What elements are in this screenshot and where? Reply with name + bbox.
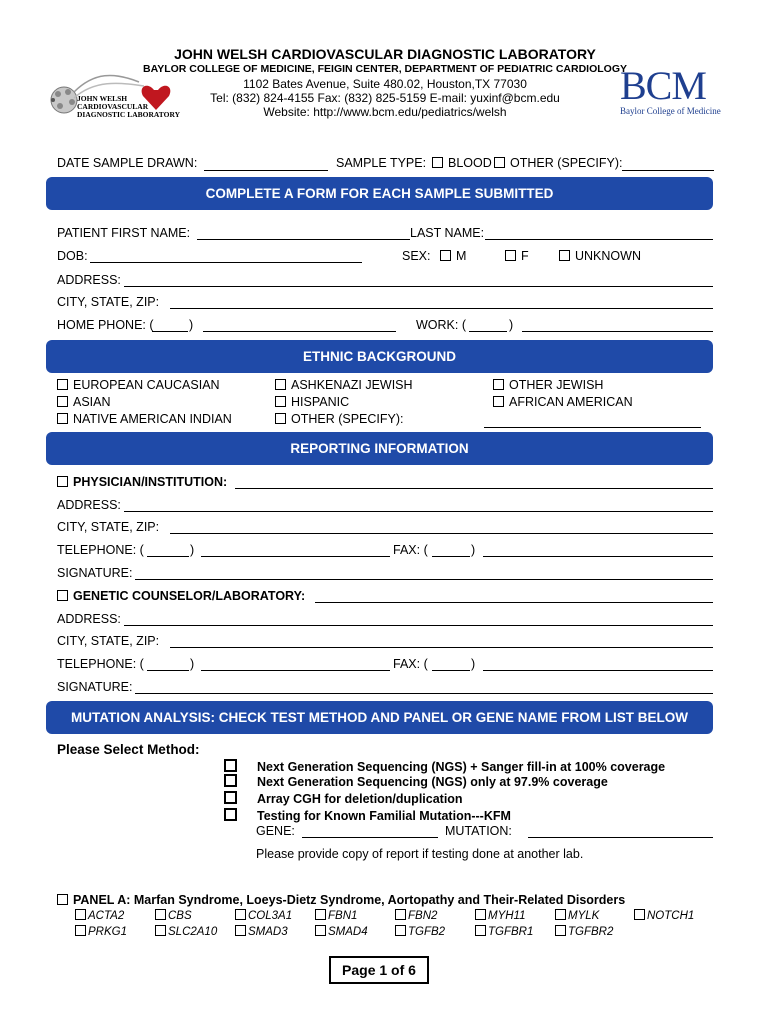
counselor-telephone-field[interactable]: [201, 670, 390, 671]
gene-fbn1-checkbox[interactable]: [315, 909, 326, 920]
gene-mylk[interactable]: MYLK: [555, 909, 599, 922]
method-array-cgh[interactable]: Array CGH for deletion/duplication: [224, 791, 463, 807]
home-phone-close-paren: ): [189, 318, 194, 332]
gene-slc2a10[interactable]: SLC2A10: [155, 925, 217, 938]
ethnic-other-jewish[interactable]: OTHER JEWISH: [493, 378, 603, 393]
panel-a-checkbox[interactable]: [57, 894, 68, 905]
ethnic-other-jewish-checkbox[interactable]: [493, 379, 504, 390]
counselor-fax-label: FAX: (: [393, 657, 428, 671]
counselor-city-label: CITY, STATE, ZIP:: [57, 634, 160, 648]
sex-f-option[interactable]: F: [505, 249, 529, 264]
sex-unknown-checkbox[interactable]: [559, 250, 570, 261]
ethnic-other-specify-checkbox[interactable]: [275, 413, 286, 424]
gene-smad4-checkbox[interactable]: [315, 925, 326, 936]
gene-prkg1-checkbox[interactable]: [75, 925, 86, 936]
ethnic-asian-checkbox[interactable]: [57, 396, 68, 407]
kfm-mutation-field[interactable]: [528, 837, 713, 838]
gene-tgfbr2[interactable]: TGFBR2: [555, 925, 613, 938]
gene-prkg1[interactable]: PRKG1: [75, 925, 127, 938]
method-title: Please Select Method:: [57, 742, 200, 757]
physician-address-label: ADDRESS:: [57, 498, 121, 512]
dob-label: DOB:: [57, 249, 88, 263]
physician-telephone-label: TELEPHONE: (: [57, 543, 144, 557]
patient-first-name-field[interactable]: [197, 239, 410, 240]
patient-address-label: ADDRESS:: [57, 273, 121, 287]
kfm-mutation-label: MUTATION:: [445, 824, 512, 838]
ethnic-european[interactable]: EUROPEAN CAUCASIAN: [57, 378, 220, 393]
physician-signature-label: SIGNATURE:: [57, 566, 133, 580]
reporting-information-bar: REPORTING INFORMATION: [46, 432, 713, 465]
patient-city-field[interactable]: [170, 308, 713, 309]
home-phone-field[interactable]: [203, 331, 396, 332]
ethnic-other-specify-field[interactable]: [484, 427, 701, 428]
gene-tgfb2[interactable]: TGFB2: [395, 925, 445, 938]
sample-type-label: SAMPLE TYPE:: [336, 156, 427, 170]
ethnic-hispanic[interactable]: HISPANIC: [275, 395, 349, 410]
counselor-telephone-label: TELEPHONE: (: [57, 657, 144, 671]
complete-form-bar: COMPLETE A FORM FOR EACH SAMPLE SUBMITTED: [46, 177, 713, 210]
sex-f-checkbox[interactable]: [505, 250, 516, 261]
panel-a-option[interactable]: PANEL A: Marfan Syndrome, Loeys-Dietz Syndrome, Aortopathy and Their-Related Disorders: [57, 893, 625, 908]
ethnic-hispanic-checkbox[interactable]: [275, 396, 286, 407]
gene-fbn1[interactable]: FBN1: [315, 909, 357, 922]
method-kfm-checkbox[interactable]: [224, 808, 237, 821]
gene-cbs[interactable]: CBS: [155, 909, 192, 922]
physician-fax-close-paren: ): [471, 543, 476, 557]
gene-tgfbr1-checkbox[interactable]: [475, 925, 486, 936]
physician-telephone-close-paren: ): [190, 543, 195, 557]
counselor-fax-close-paren: ): [471, 657, 476, 671]
work-phone-field[interactable]: [522, 331, 713, 332]
counselor-address-label: ADDRESS:: [57, 612, 121, 626]
patient-city-label: CITY, STATE, ZIP:: [57, 295, 160, 309]
ethnic-other-specify[interactable]: OTHER (SPECIFY):: [275, 412, 404, 427]
counselor-fax-area-field[interactable]: [432, 670, 470, 671]
ethnic-asian[interactable]: ASIAN: [57, 395, 111, 410]
method-array-cgh-checkbox[interactable]: [224, 791, 237, 804]
physician-city-label: CITY, STATE, ZIP:: [57, 520, 160, 534]
patient-address-field[interactable]: [124, 286, 713, 287]
work-phone-area-field[interactable]: [469, 331, 507, 332]
gene-slc2a10-checkbox[interactable]: [155, 925, 166, 936]
bcm-logo: BCM Baylor College of Medicine: [620, 63, 721, 116]
ethnic-ashkenazi-checkbox[interactable]: [275, 379, 286, 390]
counselor-telephone-area-field[interactable]: [147, 670, 189, 671]
ethnic-native-american-checkbox[interactable]: [57, 413, 68, 424]
gene-notch1-checkbox[interactable]: [634, 909, 645, 920]
gene-myh11-checkbox[interactable]: [475, 909, 486, 920]
physician-fax-field[interactable]: [483, 556, 713, 557]
institution-line: BAYLOR COLLEGE OF MEDICINE, FEIGIN CENTER, DEPARTMENT OF PEDIATRIC CARDIOLOGY: [143, 63, 627, 75]
patient-first-name-label: PATIENT FIRST NAME:: [57, 226, 191, 240]
physician-signature-field[interactable]: [135, 579, 713, 580]
ethnic-african-american[interactable]: AFRICAN AMERICAN: [493, 395, 633, 410]
gene-col3a1[interactable]: COL3A1: [235, 909, 292, 922]
gene-tgfbr2-checkbox[interactable]: [555, 925, 566, 936]
counselor-address-field[interactable]: [124, 625, 713, 626]
other-sample-field[interactable]: [622, 170, 714, 171]
website-line: Website: http://www.bcm.edu/pediatrics/welsh: [263, 105, 507, 119]
sex-m-option[interactable]: M: [440, 249, 466, 264]
mutation-analysis-bar: MUTATION ANALYSIS: CHECK TEST METHOD AND PANEL OR GENE NAME FROM LIST BELOW: [46, 701, 713, 734]
sex-m-checkbox[interactable]: [440, 250, 451, 261]
ethnic-african-american-checkbox[interactable]: [493, 396, 504, 407]
work-phone-close-paren: ): [509, 318, 514, 332]
address-line: 1102 Bates Avenue, Suite 480.02, Houston,TX 77030: [243, 77, 527, 91]
physician-checkbox[interactable]: [57, 476, 68, 487]
physician-field[interactable]: [235, 488, 713, 489]
ethnic-european-checkbox[interactable]: [57, 379, 68, 390]
home-phone-label: HOME PHONE: (: [57, 318, 154, 332]
gene-tgfbr1[interactable]: TGFBR1: [475, 925, 533, 938]
ethnic-native-american[interactable]: NATIVE AMERICAN INDIAN: [57, 412, 232, 427]
ethnic-background-bar: ETHNIC BACKGROUND: [46, 340, 713, 373]
other-sample-checkbox[interactable]: [494, 157, 505, 168]
method-ngs-sanger-checkbox[interactable]: [224, 759, 237, 772]
physician-telephone-field[interactable]: [201, 556, 390, 557]
physician-fax-area-field[interactable]: [432, 556, 470, 557]
blood-option[interactable]: BLOOD: [432, 156, 492, 171]
gene-myh11[interactable]: MYH11: [475, 909, 526, 922]
welsh-logo-text: JOHN WELSH CARDIOVASCULAR DIAGNOSTIC LABORATORY: [77, 94, 181, 119]
last-name-label: LAST NAME:: [410, 226, 485, 240]
gene-smad3[interactable]: SMAD3: [235, 925, 288, 938]
physician-address-field[interactable]: [124, 511, 713, 512]
counselor-telephone-close-paren: ): [190, 657, 195, 671]
counselor-field[interactable]: [315, 602, 713, 603]
gene-notch1[interactable]: NOTCH1: [634, 909, 694, 922]
gene-tgfb2-checkbox[interactable]: [395, 925, 406, 936]
kfm-gene-field[interactable]: [302, 837, 438, 838]
physician-city-field[interactable]: [170, 533, 713, 534]
method-ngs-only[interactable]: Next Generation Sequencing (NGS) only at 97.9% coverage: [224, 774, 608, 790]
lab-name: JOHN WELSH CARDIOVASCULAR DIAGNOSTIC LABORATORY: [174, 46, 596, 62]
page-number: Page 1 of 6: [329, 956, 429, 984]
counselor-checkbox[interactable]: [57, 590, 68, 601]
dob-field[interactable]: [90, 262, 362, 263]
gene-smad3-checkbox[interactable]: [235, 925, 246, 936]
sex-label: SEX:: [402, 249, 431, 263]
counselor-signature-label: SIGNATURE:: [57, 680, 133, 694]
gene-col3a1-checkbox[interactable]: [235, 909, 246, 920]
gene-fbn2-checkbox[interactable]: [395, 909, 406, 920]
gene-smad4[interactable]: SMAD4: [315, 925, 368, 938]
date-sample-field[interactable]: [204, 170, 328, 171]
counselor-signature-field[interactable]: [135, 693, 713, 694]
physician-option[interactable]: PHYSICIAN/INSTITUTION:: [57, 475, 227, 490]
kfm-gene-label: GENE:: [256, 824, 295, 838]
physician-fax-label: FAX: (: [393, 543, 428, 557]
method-kfm[interactable]: Testing for Known Familial Mutation---KFM: [224, 808, 511, 824]
gene-fbn2[interactable]: FBN2: [395, 909, 437, 922]
contact-line: Tel: (832) 824-4155 Fax: (832) 825-5159 E-mail: yuxinf@bcm.edu: [210, 91, 560, 105]
blood-checkbox[interactable]: [432, 157, 443, 168]
counselor-fax-field[interactable]: [483, 670, 713, 671]
home-phone-area-field[interactable]: [152, 331, 188, 332]
method-ngs-sanger[interactable]: Next Generation Sequencing (NGS) + Sanger fill-in at 100% coverage: [224, 759, 665, 775]
gene-acta2[interactable]: ACTA2: [75, 909, 124, 922]
gene-mylk-checkbox[interactable]: [555, 909, 566, 920]
date-sample-label: DATE SAMPLE DRAWN:: [57, 156, 198, 170]
gene-cbs-checkbox[interactable]: [155, 909, 166, 920]
work-phone-label: WORK: (: [416, 318, 466, 332]
counselor-option[interactable]: GENETIC COUNSELOR/LABORATORY:: [57, 589, 305, 604]
other-sample-option[interactable]: OTHER (SPECIFY):: [494, 156, 623, 171]
sex-unknown-option[interactable]: UNKNOWN: [559, 249, 641, 264]
counselor-city-field[interactable]: [170, 647, 713, 648]
physician-telephone-area-field[interactable]: [147, 556, 189, 557]
last-name-field[interactable]: [485, 239, 713, 240]
method-ngs-only-checkbox[interactable]: [224, 774, 237, 787]
gene-acta2-checkbox[interactable]: [75, 909, 86, 920]
method-note: Please provide copy of report if testing done at another lab.: [256, 847, 584, 861]
ethnic-ashkenazi[interactable]: ASHKENAZI JEWISH: [275, 378, 413, 393]
